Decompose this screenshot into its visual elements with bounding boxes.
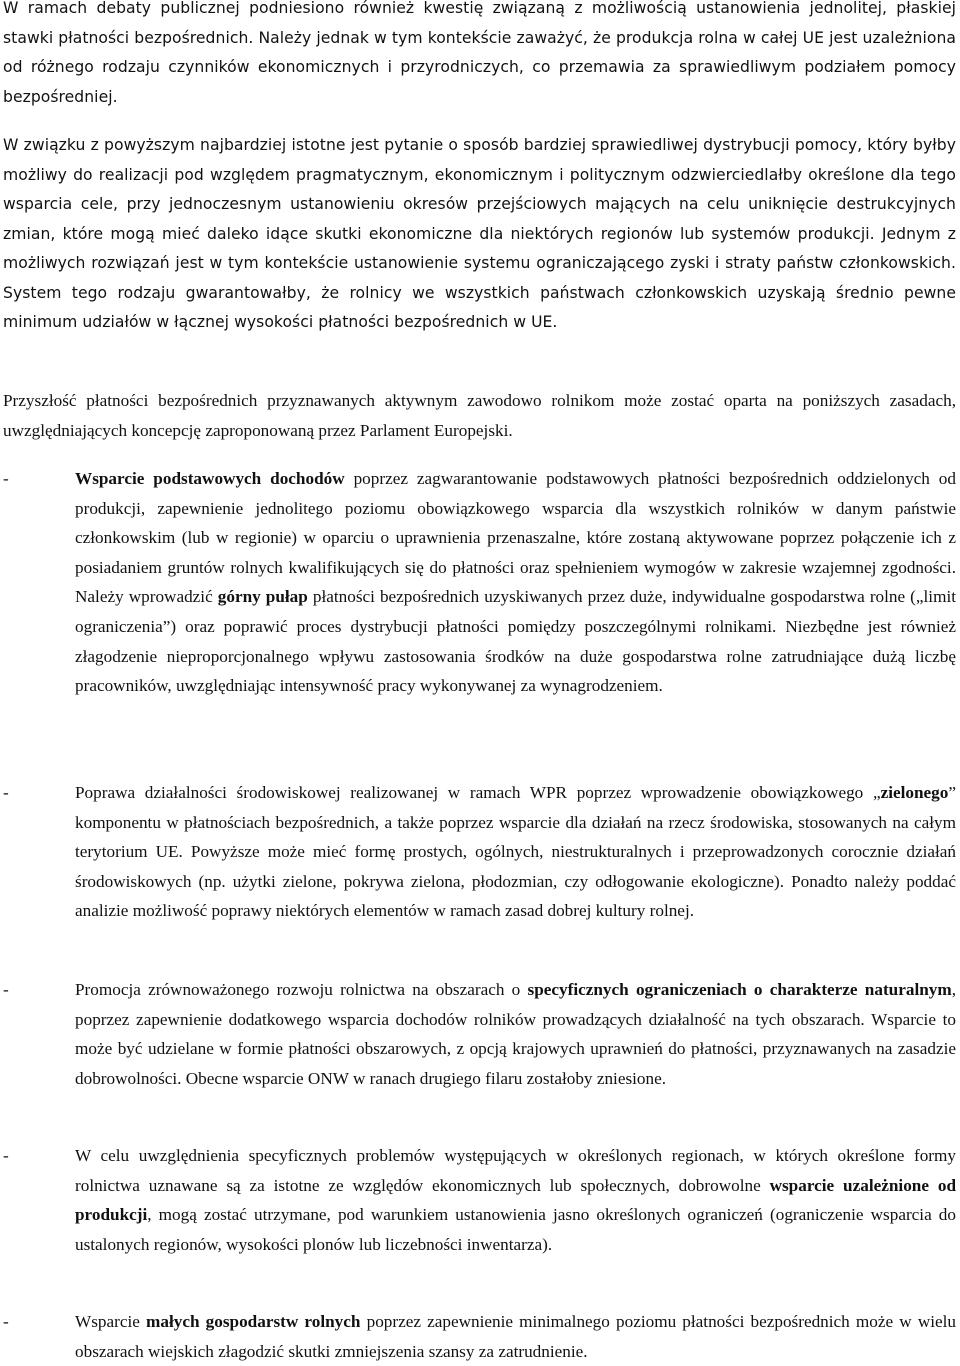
- bullet-dash: -: [3, 783, 9, 802]
- list-item-basic-income: [75, 464, 956, 701]
- bullet-dash: -: [3, 980, 9, 999]
- paragraph-flat-rate: W ramach debaty publicznej podniesiono również kwestię związaną z możliwością ustanowienia jednolitej, płaskiej stawki płatności bezpośrednich. Należy jednak w tym kontekście zaważyć, że produkcja rolna w całej UE jest uzależniona od różnego rodzaju czynników ekonomicznych i przyrodniczych, co przemawia za sprawiedliwym podziałem pomocy bezpośredniej.: [3, 0, 956, 106]
- list-item-small-farms: [75, 1307, 956, 1366]
- paragraph-fair-distribution: W związku z powyższym najbardziej istotne jest pytanie o sposób bardziej sprawiedliwej dystrybucji pomocy, który byłby możliwy do realizacji pod względem pragmatycznym, ekonomicznym i politycznym odzwierciedlałby określone dla tego wsparcia cele, przy jednoczesnym ustanowieniu okresów przejściowych mających na celu uniknięcie destrukcyjnych zmian, które mogą mieć daleko idące skutki ekonomiczne dla niektórych regionów lub systemów produkcji. Jednym z możliwych rozwiązań jest w tym kontekście ustanowienie systemu ograniczającego zyski i straty państw członkowskich. System tego rodzaju gwarantowałby, że rolnicy we wszystkich państwach członkowskich uzyskają średnio pewne minimum udziałów w łącznej wysokości płatności bezpośrednich w UE.: [3, 136, 956, 331]
- bold-phrase: małych gospodarstw rolnych: [146, 1312, 361, 1331]
- bold-phrase: Wsparcie podstawowych dochodów: [75, 469, 345, 488]
- item-text: , poprzez zapewnienie dodatkowego wsparcia dochodów rolników prowadzących działalność na tych obszarach. Wsparcie to może być udzielane w formie płatności obszarowych, z opcją krajowych uprawnień do płatności, przyznawanych na zasadzie dobrowolności. Obecne wsparcie ONW w ranach drugiego filaru zostałoby zniesione.: [75, 980, 956, 1088]
- item-text: poprzez zapewnienie minimalnego poziomu płatności bezpośrednich może w wielu obszarach wiejskich złagodzić skutki zmniejszenia szansy za zatrudnienie.: [75, 1312, 957, 1361]
- list-item-natural-constraints: [75, 975, 956, 1093]
- item-text: Poprawa działalności środowiskowej realizowanej w ramach WPR poprzez wprowadzenie obowiązkowego „: [75, 783, 881, 802]
- paragraph-future-principles: Przyszłość płatności bezpośrednich przyznawanych aktywnym zawodowo rolnikom może zostać oparta na poniższych zasadach, uwzględniających koncepcję zaproponowaną przez Parlament Europejski.: [3, 391, 956, 440]
- list-item-coupled-support: [75, 1141, 956, 1259]
- item-text: W celu uwzględnienia specyficznych problemów występujących w określonych regionach, w których określone formy rolnictwa uznawane są za istotne ze względów ekonomicznych lub społecznych, dobrowolne: [75, 1146, 956, 1195]
- item-text: poprzez zagwarantowanie podstawowych płatności bezpośrednich oddzielonych od produkcji, zapewnienie jednolitego poziomu obowiązkowego wsparcia dla wszystkich rolników w danym państwie członkowskim (lub w regionie) w oparciu o uprawnienia przenaszalne, które zostaną aktywowane poprzez połączenie ich z posiadaniem gruntów rolnych kwalifikujących się do płatności oraz spełnieniem wymogów w zakresie wzajemnej zgodności. Należy wprowadzić: [75, 469, 956, 607]
- bullet-dash: -: [3, 1312, 9, 1331]
- item-text: , mogą zostać utrzymane, pod warunkiem ustanowienia jasno określonych ograniczeń (ograniczenie wsparcia do ustalonych regionów, wysokości plonów lub liczebności inwentarza).: [75, 1205, 956, 1254]
- item-text: Wsparcie: [75, 1312, 147, 1331]
- item-text: ” komponentu w płatnościach bezpośrednich, a także poprzez wsparcie dla działań na rzecz środowiska, stosowanych na całym terytorium UE. Powyższe może mieć formę prostych, ogólnych, niestrukturalnych i przeprowadzonych corocznie działań środowiskowych (np. użytki zielone, pokrywa zielona, płodozmian, czy odłogowanie ekologiczne). Ponadto należy poddać analizie możliwość poprawy niektórych elementów w ramach zasad dobrej kultury rolnej.: [75, 783, 956, 921]
- bold-phrase: zielonego: [880, 783, 949, 802]
- bullet-dash: -: [3, 1146, 9, 1165]
- item-text: Promocja zrównoważonego rozwoju rolnictwa na obszarach o: [75, 980, 528, 999]
- bold-phrase: specyficznych ograniczeniach o charakterze naturalnym: [527, 980, 952, 999]
- bullet-dash: -: [3, 469, 9, 488]
- item-text: płatności bezpośrednich uzyskiwanych przez duże, indywidualne gospodarstwa rolne („limit ograniczenia”) oraz poprawić proces dystrybucji płatności pomiędzy poszczególnymi rolnikami. Niezbędne jest również złagodzenie nieproporcjonalnego wpływu zastosowania środków na duże gospodarstwa rolne zatrudniające dużą liczbę pracowników, uwzględniając intensywność pracy wykonywanej za wynagrodzeniem.: [75, 587, 956, 696]
- bold-phrase: wsparcie uzależnione od produkcji: [75, 1175, 956, 1225]
- bold-phrase: górny pułap: [217, 587, 308, 607]
- list-item-green-component: [75, 778, 956, 926]
